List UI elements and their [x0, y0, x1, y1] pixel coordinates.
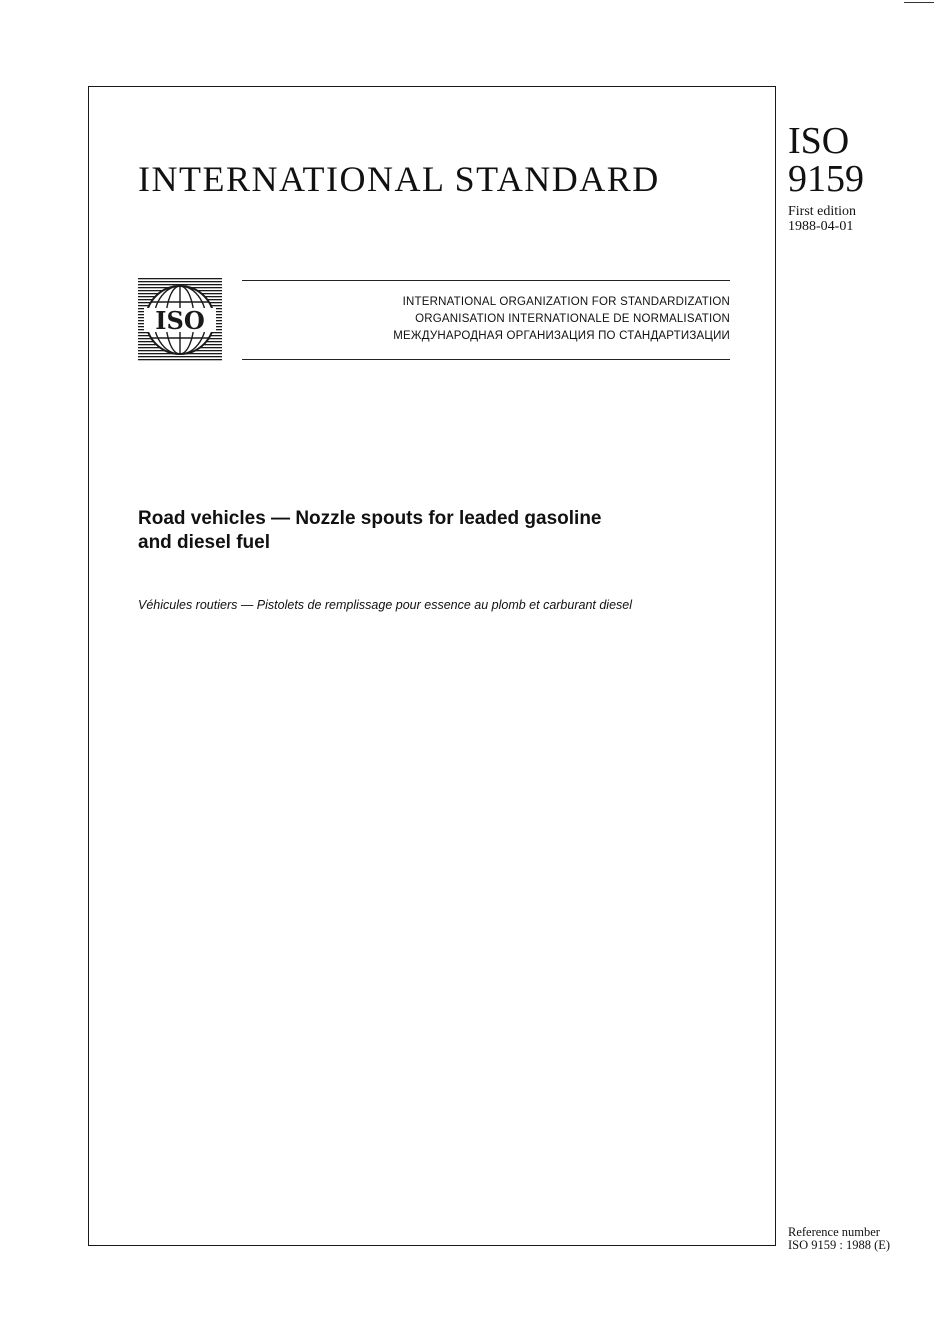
- org-name-english: INTERNATIONAL ORGANIZATION FOR STANDARDIZATION: [402, 296, 730, 308]
- logo-text: ISO: [155, 306, 205, 335]
- standard-identifier: [788, 122, 938, 234]
- reference-number: ISO 9159 : 1988 (E): [788, 1238, 891, 1252]
- rule-top: [242, 280, 730, 281]
- document-type-heading: INTERNATIONAL STANDARD: [138, 159, 660, 199]
- english-title: [138, 507, 738, 555]
- reference-block: [788, 1226, 938, 1252]
- standard-number: 9159: [788, 158, 864, 200]
- corner-mark: [904, 2, 934, 3]
- french-title: Véhicules routiers — Pistolets de remplissage pour essence au plomb et carburant diesel: [138, 598, 633, 612]
- english-title-line1: Road vehicles — Nozzle spouts for leaded gasoline: [138, 508, 602, 529]
- org-name-russian: МЕЖДУНАРОДНАЯ ОРГАНИЗАЦИЯ ПО СТАНДАРТИЗАЦИИ: [393, 330, 730, 342]
- edition-date: 1988-04-01: [788, 219, 854, 234]
- standard-prefix: ISO: [788, 120, 850, 162]
- page-frame: [88, 86, 776, 1246]
- reference-label: Reference number: [788, 1225, 880, 1239]
- rule-bottom: [242, 359, 730, 360]
- org-name-french: ORGANISATION INTERNATIONALE DE NORMALISATION: [415, 313, 730, 325]
- edition-label: First edition: [788, 204, 857, 219]
- organization-names: [300, 294, 730, 345]
- iso-logo-icon: [138, 278, 222, 362]
- english-title-line2: and diesel fuel: [138, 532, 270, 553]
